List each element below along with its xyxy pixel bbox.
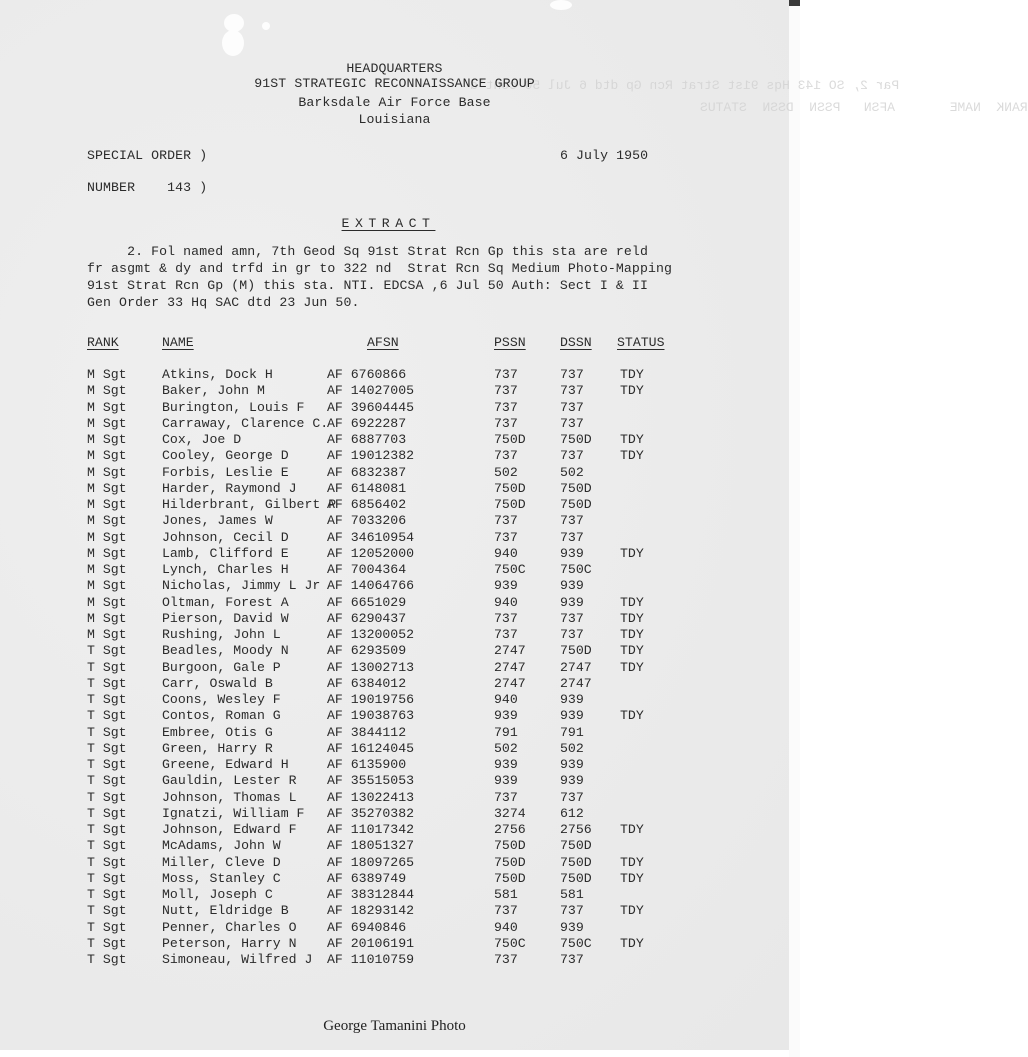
cell-name: Greene, Edward H <box>162 757 289 772</box>
paragraph-line-1: 2. Fol named amn, 7th Geod Sq 91st Strat Rcn Gp this sta are reld <box>87 244 648 259</box>
cell-afsn: AF 6148081 <box>327 480 407 496</box>
cell-afsn: AF 14064766 <box>327 578 415 594</box>
cell-dssn: 939 <box>560 545 584 561</box>
cell-pssn: 940 <box>494 919 518 935</box>
cell-dssn: 612 <box>560 805 584 821</box>
table-row <box>0 416 789 430</box>
table-row <box>0 741 789 755</box>
cell-pssn: 737 <box>494 903 518 919</box>
cell-afsn: AF 6651029 <box>327 594 407 610</box>
paragraph-line-2: fr asgmt & dy and trfd in gr to 322 nd Strat Rcn Sq Medium Photo-Mapping <box>87 261 673 276</box>
cell-afsn: AF 20106191 <box>327 935 415 951</box>
cell-name: Pierson, David W <box>162 610 289 626</box>
cell-rank: M Sgt <box>87 448 127 464</box>
cell-name: McAdams, John W <box>162 838 281 854</box>
order-date: 6 July 1950 <box>560 148 649 163</box>
cell-afsn: AF 35515053 <box>327 773 415 789</box>
cell-rank: T Sgt <box>87 887 127 902</box>
cell-rank: T Sgt <box>87 740 127 756</box>
cell-pssn: 737 <box>494 415 518 431</box>
table-row <box>0 530 789 544</box>
cell-dssn: 750D <box>560 854 592 870</box>
cell-status: TDY <box>620 903 644 919</box>
cell-pssn: 737 <box>494 513 518 529</box>
cell-name: Beadles, Moody N <box>162 643 289 659</box>
cell-afsn: AF 7033206 <box>327 513 407 529</box>
cell-afsn: AF 13002713 <box>327 659 415 675</box>
table-row <box>0 952 789 966</box>
table-row <box>0 757 789 771</box>
cell-afsn: AF 19019756 <box>327 692 415 707</box>
header-afsn: AFSN <box>367 335 399 350</box>
header-line-4: Louisiana <box>358 112 431 127</box>
cell-rank: M Sgt <box>87 399 127 415</box>
header-line-3: Barksdale Air Force Base <box>298 95 491 110</box>
cell-rank: T Sgt <box>87 789 127 805</box>
cell-afsn: AF 3844112 <box>327 724 407 740</box>
cell-rank: T Sgt <box>87 675 127 691</box>
cell-dssn: 939 <box>560 594 584 610</box>
table-row <box>0 400 789 414</box>
cell-afsn: AF 19012382 <box>327 448 415 464</box>
cell-afsn: AF 6135900 <box>327 757 407 772</box>
cell-pssn: 750D <box>494 480 526 496</box>
cell-dssn: 750D <box>560 432 592 447</box>
cell-dssn: 2747 <box>560 659 592 675</box>
table-row <box>0 790 789 804</box>
table-row <box>0 660 789 674</box>
cell-name: Penner, Charles O <box>162 919 297 935</box>
cell-rank: M Sgt <box>87 562 127 577</box>
cell-rank: T Sgt <box>87 870 127 886</box>
cell-status: TDY <box>620 383 644 399</box>
cell-pssn: 750D <box>494 497 526 512</box>
cell-name: Burington, Louis F <box>162 399 305 415</box>
table-row <box>0 920 789 934</box>
cell-pssn: 750C <box>494 562 526 577</box>
cell-dssn: 939 <box>560 692 584 707</box>
cell-rank: T Sgt <box>87 838 127 854</box>
cell-pssn: 939 <box>494 757 518 772</box>
cell-rank: T Sgt <box>87 952 127 967</box>
cell-dssn: 2756 <box>560 822 592 837</box>
cell-pssn: 737 <box>494 627 518 642</box>
extract-title: EXTRACT <box>341 216 436 231</box>
table-row <box>0 432 789 446</box>
cell-pssn: 737 <box>494 383 518 399</box>
cell-pssn: 750D <box>494 432 526 447</box>
cell-dssn: 750D <box>560 870 592 886</box>
cell-dssn: 737 <box>560 383 584 399</box>
cell-rank: M Sgt <box>87 578 127 594</box>
cell-status: TDY <box>620 935 644 951</box>
punch-hole <box>550 0 572 10</box>
cell-afsn: AF 6922287 <box>327 415 407 431</box>
cell-dssn: 502 <box>560 464 584 480</box>
header-rank: RANK <box>87 335 119 350</box>
cell-status: TDY <box>620 822 644 837</box>
cell-dssn: 939 <box>560 919 584 935</box>
cell-pssn: 737 <box>494 399 518 415</box>
cell-name: Peterson, Harry N <box>162 935 297 951</box>
table-row <box>0 692 789 706</box>
cell-pssn: 750C <box>494 935 526 951</box>
cell-name: Johnson, Cecil D <box>162 529 289 545</box>
special-order-label: SPECIAL ORDER ) <box>87 148 208 163</box>
punch-hole <box>262 22 270 30</box>
scan-edge-shadow <box>789 0 800 6</box>
cell-rank: M Sgt <box>87 480 127 496</box>
cell-afsn: AF 18293142 <box>327 903 415 919</box>
cell-rank: M Sgt <box>87 497 127 512</box>
cell-status: TDY <box>620 854 644 870</box>
table-row <box>0 465 789 479</box>
cell-status: TDY <box>620 708 644 724</box>
cell-pssn: 2756 <box>494 822 526 837</box>
cell-dssn: 737 <box>560 952 584 967</box>
paragraph-line-4: Gen Order 33 Hq SAC dtd 23 Jun 50. <box>87 295 360 310</box>
cell-pssn: 940 <box>494 692 518 707</box>
cell-afsn: AF 12052000 <box>327 545 415 561</box>
cell-name: Oltman, Forest A <box>162 594 289 610</box>
cell-dssn: 939 <box>560 773 584 789</box>
table-row <box>0 903 789 917</box>
cell-dssn: 737 <box>560 789 584 805</box>
table-row <box>0 546 789 560</box>
table-row <box>0 595 789 609</box>
cell-name: Johnson, Thomas L <box>162 789 297 805</box>
cell-dssn: 737 <box>560 367 584 382</box>
cell-name: Contos, Roman G <box>162 708 281 724</box>
cell-afsn: AF 11017342 <box>327 822 415 837</box>
table-row <box>0 497 789 511</box>
cell-rank: M Sgt <box>87 464 127 480</box>
cell-afsn: AF 6389749 <box>327 870 407 886</box>
cell-rank: T Sgt <box>87 692 127 707</box>
table-row <box>0 773 789 787</box>
table-row <box>0 448 789 462</box>
header-line-1: HEADQUARTERS <box>346 61 443 76</box>
scan-edge <box>789 0 800 1057</box>
cell-status: TDY <box>620 432 644 447</box>
cell-name: Cooley, George D <box>162 448 289 464</box>
cell-pssn: 737 <box>494 367 518 382</box>
cell-rank: T Sgt <box>87 822 127 837</box>
cell-pssn: 750D <box>494 854 526 870</box>
cell-dssn: 737 <box>560 415 584 431</box>
cell-pssn: 2747 <box>494 659 526 675</box>
cell-status: TDY <box>620 545 644 561</box>
cell-dssn: 737 <box>560 627 584 642</box>
table-row <box>0 562 789 576</box>
cell-name: Atkins, Dock H <box>162 367 273 382</box>
cell-pssn: 737 <box>494 789 518 805</box>
bleed-through-text: RANK NAME AFSN PSSN DSSN STATUS <box>700 100 1028 115</box>
cell-rank: M Sgt <box>87 529 127 545</box>
table-row <box>0 643 789 657</box>
punch-hole <box>222 30 244 56</box>
cell-rank: T Sgt <box>87 724 127 740</box>
cell-dssn: 737 <box>560 448 584 464</box>
cell-pssn: 737 <box>494 529 518 545</box>
table-row <box>0 611 789 625</box>
cell-afsn: AF 39604445 <box>327 399 415 415</box>
cell-dssn: 939 <box>560 757 584 772</box>
cell-afsn: AF 18051327 <box>327 838 415 854</box>
cell-rank: M Sgt <box>87 415 127 431</box>
cell-name: Rushing, John L <box>162 627 281 642</box>
cell-name: Embree, Otis G <box>162 724 273 740</box>
cell-dssn: 750D <box>560 480 592 496</box>
cell-name: Green, Harry R <box>162 740 273 756</box>
table-row <box>0 806 789 820</box>
cell-name: Coons, Wesley F <box>162 692 281 707</box>
cell-status: TDY <box>620 610 644 626</box>
cell-afsn: AF 13200052 <box>327 627 415 642</box>
cell-rank: M Sgt <box>87 545 127 561</box>
cell-rank: M Sgt <box>87 383 127 399</box>
cell-pssn: 2747 <box>494 675 526 691</box>
cell-name: Cox, Joe D <box>162 432 242 447</box>
header-line-2: 91ST STRATEGIC RECONNAISSANCE GROUP <box>254 76 535 91</box>
order-number: NUMBER 143 ) <box>87 180 208 195</box>
cell-name: Harder, Raymond J <box>162 480 297 496</box>
cell-rank: T Sgt <box>87 935 127 951</box>
cell-pssn: 791 <box>494 724 518 740</box>
cell-pssn: 939 <box>494 708 518 724</box>
cell-afsn: AF 13022413 <box>327 789 415 805</box>
cell-status: TDY <box>620 870 644 886</box>
cell-dssn: 750D <box>560 838 592 854</box>
table-row <box>0 855 789 869</box>
cell-name: Moll, Joseph C <box>162 887 273 902</box>
cell-pssn: 502 <box>494 740 518 756</box>
cell-pssn: 940 <box>494 594 518 610</box>
cell-rank: T Sgt <box>87 805 127 821</box>
cell-name: Baker, John M <box>162 383 265 399</box>
cell-afsn: AF 6293509 <box>327 643 407 659</box>
cell-rank: T Sgt <box>87 854 127 870</box>
cell-status: TDY <box>620 627 644 642</box>
cell-pssn: 2747 <box>494 643 526 659</box>
table-row <box>0 838 789 852</box>
cell-rank: T Sgt <box>87 708 127 724</box>
bleed-through-text: Par 2, SO 143 Hqs 91st Strat Rcn Gp dtd 6 Jul 50 cont'd <box>470 78 900 93</box>
cell-rank: M Sgt <box>87 594 127 610</box>
cell-dssn: 581 <box>560 887 584 902</box>
cell-status: TDY <box>620 594 644 610</box>
cell-dssn: 939 <box>560 708 584 724</box>
cell-rank: T Sgt <box>87 659 127 675</box>
cell-pssn: 737 <box>494 610 518 626</box>
cell-dssn: 750C <box>560 562 592 577</box>
table-row <box>0 676 789 690</box>
cell-dssn: 939 <box>560 578 584 594</box>
cell-afsn: AF 16124045 <box>327 740 415 756</box>
cell-pssn: 750D <box>494 838 526 854</box>
cell-dssn: 737 <box>560 610 584 626</box>
cell-dssn: 750C <box>560 935 592 951</box>
cell-rank: T Sgt <box>87 773 127 789</box>
header-dssn: DSSN <box>560 335 592 350</box>
cell-rank: M Sgt <box>87 432 127 447</box>
cell-dssn: 737 <box>560 399 584 415</box>
cell-afsn: AF 6290437 <box>327 610 407 626</box>
cell-pssn: 939 <box>494 578 518 594</box>
cell-pssn: 737 <box>494 448 518 464</box>
cell-afsn: AF 7004364 <box>327 562 407 577</box>
table-row <box>0 578 789 592</box>
table-row <box>0 367 789 381</box>
cell-dssn: 737 <box>560 529 584 545</box>
cell-dssn: 502 <box>560 740 584 756</box>
cell-afsn: AF 6760866 <box>327 367 407 382</box>
cell-afsn: AF 14027005 <box>327 383 415 399</box>
cell-status: TDY <box>620 659 644 675</box>
header-name: NAME <box>162 335 194 350</box>
cell-afsn: AF 34610954 <box>327 529 415 545</box>
cell-pssn: 3274 <box>494 805 526 821</box>
cell-name: Carr, Oswald B <box>162 675 273 691</box>
cell-dssn: 737 <box>560 903 584 919</box>
cell-rank: M Sgt <box>87 627 127 642</box>
table-row <box>0 708 789 722</box>
cell-dssn: 2747 <box>560 675 592 691</box>
cell-afsn: AF 35270382 <box>327 805 415 821</box>
cell-name: Nicholas, Jimmy L Jr <box>162 578 321 594</box>
cell-name: Moss, Stanley C <box>162 870 281 886</box>
cell-name: Nutt, Eldridge B <box>162 903 289 919</box>
cell-rank: T Sgt <box>87 757 127 772</box>
cell-name: Hilderbrant, Gilbert P <box>162 497 337 512</box>
header-pssn: PSSN <box>494 335 526 350</box>
cell-afsn: AF 6384012 <box>327 675 407 691</box>
cell-rank: M Sgt <box>87 610 127 626</box>
table-row <box>0 627 789 641</box>
cell-rank: M Sgt <box>87 367 127 382</box>
cell-afsn: AF 6856402 <box>327 497 407 512</box>
cell-name: Jones, James W <box>162 513 273 529</box>
cell-rank: M Sgt <box>87 513 127 529</box>
cell-name: Simoneau, Wilfred J <box>162 952 313 967</box>
cell-name: Ignatzi, William F <box>162 805 305 821</box>
cell-afsn: AF 6887703 <box>327 432 407 447</box>
photo-caption: George Tamanini Photo <box>323 1018 466 1034</box>
cell-status: TDY <box>620 367 644 382</box>
cell-afsn: AF 18097265 <box>327 854 415 870</box>
cell-afsn: AF 19038763 <box>327 708 415 724</box>
cell-afsn: AF 38312844 <box>327 887 415 902</box>
cell-pssn: 581 <box>494 887 518 902</box>
table-header-row <box>0 335 789 349</box>
cell-afsn: AF 11010759 <box>327 952 415 967</box>
cell-name: Gauldin, Lester R <box>162 773 297 789</box>
cell-dssn: 750D <box>560 643 592 659</box>
cell-status: TDY <box>620 643 644 659</box>
table-row <box>0 383 789 397</box>
cell-name: Lamb, Clifford E <box>162 545 289 561</box>
table-row <box>0 887 789 901</box>
cell-name: Burgoon, Gale P <box>162 659 281 675</box>
cell-name: Forbis, Leslie E <box>162 464 289 480</box>
table-row <box>0 513 789 527</box>
cell-name: Miller, Cleve D <box>162 854 281 870</box>
cell-name: Johnson, Edward F <box>162 822 297 837</box>
header-status: STATUS <box>617 335 665 350</box>
cell-name: Carraway, Clarence C. <box>162 415 329 431</box>
table-row <box>0 936 789 950</box>
cell-pssn: 939 <box>494 773 518 789</box>
paragraph-line-3: 91st Strat Rcn Gp (M) this sta. NTI. EDCSA ,6 Jul 50 Auth: Sect I & II <box>87 278 648 293</box>
cell-status: TDY <box>620 448 644 464</box>
cell-rank: T Sgt <box>87 919 127 935</box>
cell-rank: T Sgt <box>87 643 127 659</box>
cell-pssn: 737 <box>494 952 518 967</box>
cell-dssn: 737 <box>560 513 584 529</box>
table-row <box>0 481 789 495</box>
cell-rank: T Sgt <box>87 903 127 919</box>
table-row <box>0 822 789 836</box>
table-row <box>0 871 789 885</box>
table-row <box>0 725 789 739</box>
cell-pssn: 750D <box>494 870 526 886</box>
cell-afsn: AF 6832387 <box>327 464 407 480</box>
cell-afsn: AF 6940846 <box>327 919 407 935</box>
cell-name: Lynch, Charles H <box>162 562 289 577</box>
cell-dssn: 791 <box>560 724 584 740</box>
cell-dssn: 750D <box>560 497 592 512</box>
cell-pssn: 502 <box>494 464 518 480</box>
cell-pssn: 940 <box>494 545 518 561</box>
